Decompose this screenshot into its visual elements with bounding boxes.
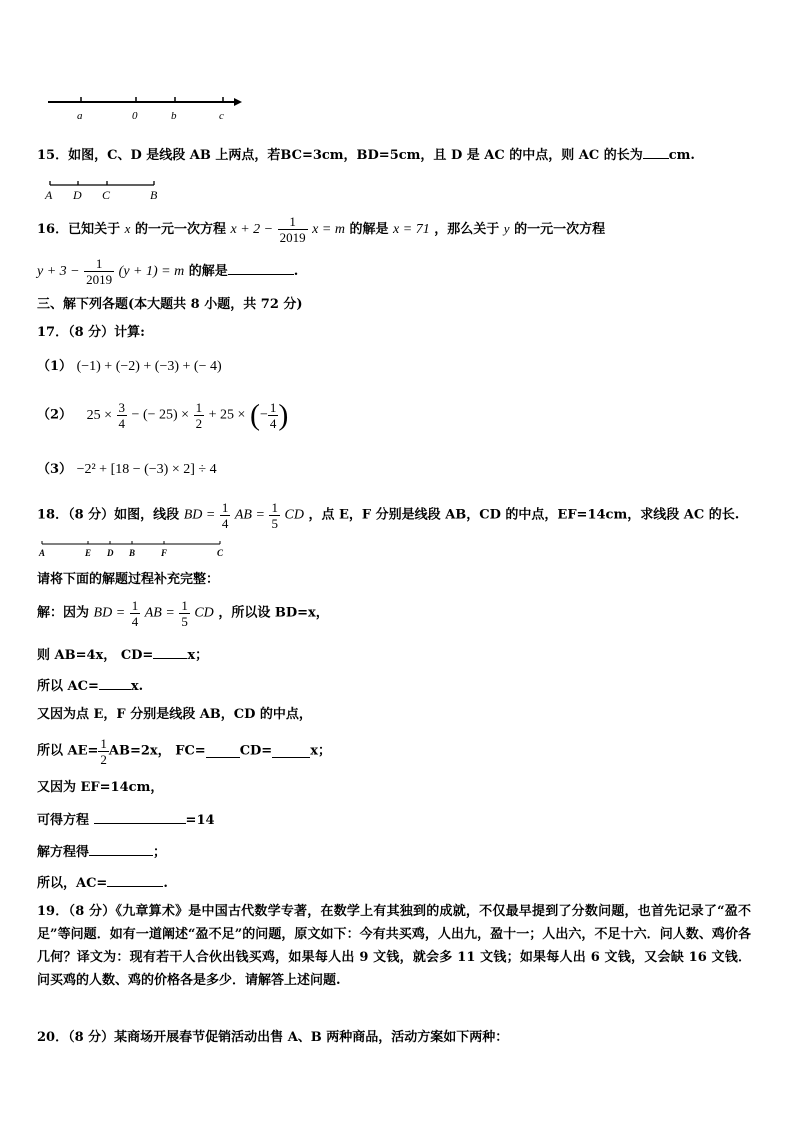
q15-label-C: C xyxy=(102,188,111,202)
q18-fc-blank[interactable] xyxy=(206,745,240,758)
q17-part2 xyxy=(37,400,288,431)
q15-segment-figure xyxy=(42,177,172,203)
q17-p2-f2-den: 2 xyxy=(195,416,203,431)
q18-line6: 又因为 EF=14cm， xyxy=(37,780,164,795)
q17-p2-f1-num: 3 xyxy=(118,400,126,415)
q18-sol-frac1 xyxy=(130,598,141,629)
q17-part3 xyxy=(37,462,217,478)
question-15 xyxy=(37,146,695,164)
q18-l7-b: =14 xyxy=(185,813,215,828)
question-16-line1 xyxy=(37,214,605,245)
q18-frac2 xyxy=(269,500,280,531)
q18-l8-a: 解方程得 xyxy=(37,845,90,860)
q16-var-y: y xyxy=(503,221,510,236)
q18-solve-blank[interactable] xyxy=(89,843,153,856)
q18-equation-blank[interactable] xyxy=(94,811,186,824)
q16-text-a: 已知关于 xyxy=(68,222,121,237)
q18-line9 xyxy=(37,874,168,892)
question-20: 20．（8 分）某商场开展春节促销活动出售 A、B 两种商品，活动方案如下两种： xyxy=(37,1030,509,1045)
q15-label-D: D xyxy=(73,188,82,202)
q15-label-A: A xyxy=(45,188,53,202)
q16-text-d: ，那么关于 xyxy=(434,222,500,237)
q18-cd-blank[interactable] xyxy=(153,646,187,659)
q18-l2-b: x； xyxy=(187,648,209,663)
q18-line5 xyxy=(37,736,331,767)
section-3-title: 三、解下列各题(本大题共 8 小题，共 72 分) xyxy=(37,297,303,312)
q18-bd: BD = xyxy=(183,507,216,523)
q17-header: 17．（8 分）计算: xyxy=(37,325,145,340)
q16-text-b: 的一元一次方程 xyxy=(134,222,226,237)
q18-line3 xyxy=(37,677,143,695)
q15-number: 15． xyxy=(37,148,69,163)
q16-line2-end: 的解是 xyxy=(188,264,228,279)
q17-p2-a: 25 × xyxy=(86,407,112,423)
q16-frac-num: 1 xyxy=(278,214,308,230)
q16-eq1-left: x + 2 − xyxy=(230,222,274,237)
q16-text-e: 的一元一次方程 xyxy=(514,222,606,237)
q15-answer-blank[interactable] xyxy=(643,146,669,159)
q18-l5-b: AB=2x， FC= xyxy=(108,743,206,759)
number-line-label-a: a xyxy=(77,110,83,122)
number-line-label-b: b xyxy=(171,110,177,122)
q18-x-blank[interactable] xyxy=(272,745,310,758)
q18-ac-blank[interactable] xyxy=(99,677,131,690)
q17-part1 xyxy=(37,359,222,375)
q16-frac2-den: 2019 xyxy=(86,272,113,287)
q18-l3-b: x. xyxy=(130,679,144,694)
q17-p2-close-paren: ) xyxy=(278,398,289,432)
q17-p2-frac3 xyxy=(268,400,279,431)
q18-line4: 又因为点 E，F 分别是线段 AB，CD 的中点， xyxy=(37,707,312,722)
q16-fraction xyxy=(278,214,308,245)
q17-p2-f1-den: 4 xyxy=(118,416,126,431)
q17-p2-b: − (− 25) × xyxy=(131,407,190,423)
q17-p2-f2-num: 1 xyxy=(195,400,203,415)
q18-l9-b: . xyxy=(163,876,168,891)
q18-sol-frac2 xyxy=(179,598,190,629)
q18-header-a: 18．（8 分）如图，线段 xyxy=(37,507,180,523)
q18-sol-f1-num: 1 xyxy=(131,598,139,613)
q18-label-C: C xyxy=(217,548,224,558)
q18-cd: CD xyxy=(284,507,304,523)
q18-sol-bd: BD = xyxy=(93,605,126,621)
number-line-label-c: c xyxy=(219,110,224,122)
q17-p2-c: + 25 × xyxy=(208,407,246,423)
q18-line8 xyxy=(37,843,166,861)
q18-l8-b: ； xyxy=(153,845,167,860)
question-19: 19．（8 分）《九章算术》是中国古代数学专著，在数学上有其独到的成就，不仅最早提到了分数问题，也首先记录了“盈不足”等问题．如有一道阐述“盈不足”的问题，原文如下：今有共买鸡，人出九，盈十一；人出六，不足十六．问人数、鸡价各几何？译文为：现有若干人合伙出钱买鸡，如果每人出 9 文钱，就会多 11 文钱；如果每人出 6 文钱，又会缺 16 文钱．问买鸡的人数、鸡的价格各是多少．请解答上述问题. xyxy=(37,904,751,988)
q16-frac2-num: 1 xyxy=(84,256,114,272)
q18-frac1 xyxy=(220,500,231,531)
q17-p2-minus: − xyxy=(259,407,268,423)
q18-l5-f-num: 1 xyxy=(100,736,107,751)
q18-l5-frac xyxy=(98,736,109,767)
q18-line2 xyxy=(37,646,208,664)
q17-p1-label: （1） xyxy=(37,359,73,374)
q15-unit: cm. xyxy=(668,148,695,163)
q18-sol-f2-num: 1 xyxy=(181,598,188,613)
q18-f2-num: 1 xyxy=(271,500,278,515)
q18-prompt: 请将下面的解题过程补充完整： xyxy=(37,572,220,587)
q16-eq2-right: (y + 1) = m xyxy=(118,264,185,279)
q18-sol-a: 解：因为 xyxy=(37,605,90,621)
q18-l2-a: 则 AB=4x， CD= xyxy=(37,648,154,663)
q18-label-F: F xyxy=(161,548,168,558)
q18-label-B: B xyxy=(129,548,136,558)
question-16-line2 xyxy=(37,256,298,287)
q18-f1-den: 4 xyxy=(221,516,229,531)
q17-p3-label: （3） xyxy=(37,462,73,477)
q18-l3-a: 所以 AC= xyxy=(37,679,99,694)
q15-label-B: B xyxy=(150,188,158,202)
q17-p2-frac1 xyxy=(117,400,128,431)
q18-l5-c: CD= xyxy=(239,743,273,759)
number-line-figure xyxy=(44,92,244,124)
q18-l7-a: 可得方程 xyxy=(37,813,90,828)
q17-p2-f3-den: 4 xyxy=(269,416,277,431)
q16-eq2-left: y + 3 − xyxy=(37,264,80,279)
q16-frac-den: 2019 xyxy=(279,230,306,245)
q18-label-D: D xyxy=(107,548,114,558)
q17-p2-frac2 xyxy=(194,400,205,431)
q16-period: . xyxy=(293,264,299,279)
q18-sol-f2-den: 5 xyxy=(181,614,188,629)
q18-solution-line1 xyxy=(37,598,329,629)
q18-line7 xyxy=(37,811,215,829)
q18-sol-cd: CD xyxy=(194,605,214,621)
q16-answer-blank[interactable] xyxy=(228,262,294,275)
q17-p2-open-paren: ( xyxy=(249,398,260,432)
q18-sol-f1-den: 4 xyxy=(131,614,139,629)
q17-p1-expr: (−1) + (−2) + (−3) + (− 4) xyxy=(76,359,222,374)
q17-p2-label: （2） xyxy=(37,407,73,423)
q18-ab: AB = xyxy=(234,507,265,523)
q18-l5-d: x； xyxy=(310,743,331,759)
q18-f1-num: 1 xyxy=(221,500,229,515)
q18-l9-a: 所以，AC= xyxy=(37,876,108,891)
q18-sol-ab: AB = xyxy=(144,605,175,621)
q16-eq1-right: x = m xyxy=(312,222,345,237)
q17-p3-expr: −2² + [18 − (−3) × 2] ÷ 4 xyxy=(76,462,217,477)
q18-l5-f-den: 2 xyxy=(100,752,107,767)
q18-segment-figure xyxy=(36,538,236,560)
q18-header-b: ，点 E，F 分别是线段 AB，CD 的中点，EF=14cm，求线段 AC 的长. xyxy=(308,507,740,523)
q18-f2-den: 5 xyxy=(271,516,278,531)
q17-p2-f3-num: 1 xyxy=(269,400,277,415)
q15-text: 如图，C、D 是线段 AB 上两点，若BC=3cm，BD=5cm，且 D 是 AC 的中点，则 AC 的长为 xyxy=(68,148,643,163)
q16-number: 16． xyxy=(37,222,69,237)
q18-header xyxy=(37,500,739,531)
q18-l5-a: 所以 AE= xyxy=(37,743,99,759)
q16-solution: x = 71 xyxy=(393,222,430,237)
q16-fraction-2 xyxy=(84,256,114,287)
q18-final-blank[interactable] xyxy=(107,874,163,887)
q16-text-c: 的解是 xyxy=(349,222,389,237)
q16-var-x: x xyxy=(124,221,131,236)
q18-sol-b: ，所以设 BD=x， xyxy=(218,605,329,621)
q18-label-A: A xyxy=(39,548,46,558)
q18-label-E: E xyxy=(85,548,92,558)
number-line-label-0: 0 xyxy=(132,110,138,122)
